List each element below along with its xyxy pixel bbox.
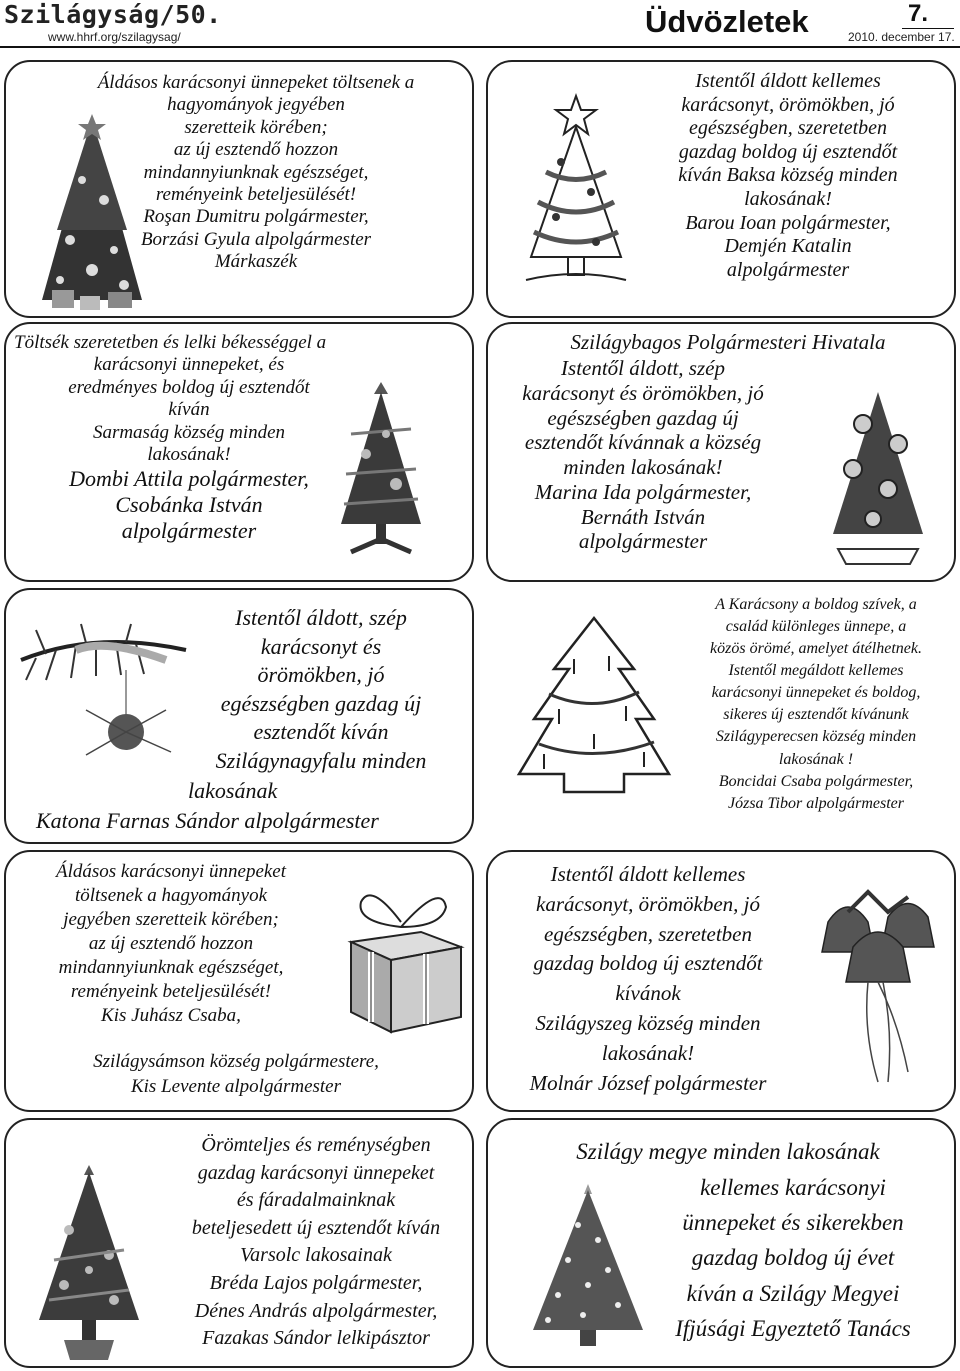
greeting-text-szilagysamson-sign: [16, 1050, 456, 1099]
greeting-text-szilagybagos: [488, 330, 956, 355]
greeting-line: jegyében szeretteik körében;: [63, 908, 279, 930]
signature-line: Roşan Dumitru polgármester,: [143, 206, 369, 228]
greeting-line: karácsonyt és örömökben, jó: [522, 380, 764, 405]
greeting-text-szilagynagyfalu: [186, 604, 456, 776]
greeting-line: kellemes karácsonyi: [700, 1175, 886, 1200]
greeting-text-varsolc: [156, 1132, 474, 1353]
page-header: [0, 0, 960, 48]
greeting-line: Istentől megáldott kellemes: [728, 662, 904, 680]
greeting-line: egészségben gazdag új: [547, 405, 739, 430]
greeting-line: Áldásos karácsonyi ünnepeket töltsenek a: [97, 72, 415, 93]
signature-line: Ifjúsági Egyeztető Tanács: [675, 1315, 911, 1341]
greeting-text-sarmasag: [14, 332, 364, 544]
section-title: Üdvözletek: [645, 4, 809, 39]
greeting-line: esztendőt kíván: [253, 719, 389, 745]
greeting-text-megyei-ifjusagi-body: [648, 1170, 938, 1346]
greeting-line: Szilágyperecsen község minden: [715, 728, 917, 746]
signature-line: Bréda Lajos polgármester,: [209, 1271, 423, 1294]
greeting-line: egészségben gazdag új: [220, 690, 422, 716]
greeting-line: lakosának!: [744, 187, 832, 210]
greeting-box-szilagynagyfalu: [4, 588, 474, 844]
signature-line: Borzási Gyula alpolgármester: [140, 228, 372, 250]
greeting-line: Istentől áldott, szép: [235, 605, 407, 630]
greeting-box-baksa: [486, 60, 956, 318]
greeting-line: lakosának !: [778, 750, 854, 768]
greeting-line: lakosának: [188, 778, 278, 803]
greeting-line: egészségben, szeretetben: [688, 117, 888, 140]
signature-line: Marina Ida polgármester,: [534, 479, 752, 504]
signature-line: Demjén Katalin: [724, 235, 852, 258]
signature-line: Boncidai Csaba polgármester,: [718, 772, 914, 790]
greeting-line: gazdag boldog új esztendőt: [678, 140, 898, 163]
signature-line: Márkaszék: [214, 251, 298, 273]
page-number-rule: [902, 28, 954, 29]
signature-line: Fazakas Sándor lelkipásztor: [202, 1327, 430, 1350]
gift-box-icon: [331, 882, 471, 1042]
greeting-text-baksa: [638, 70, 938, 282]
greeting-box-szilagyperecsen: [486, 588, 956, 844]
greeting-line: karácsonyt, örömökben, jó: [681, 93, 895, 116]
greeting-line: Szilágyszeg község minden: [535, 1011, 761, 1036]
greeting-line: reményeink beteljesülését!: [155, 184, 357, 206]
greeting-line: karácsonyi ünnepeket és boldog,: [711, 684, 921, 702]
signature-line: Molnár József polgármester: [529, 1070, 767, 1095]
greeting-text-markaszek: [46, 72, 466, 274]
greeting-line: mindannyiunknak egészséget,: [58, 956, 284, 978]
greeting-box-sarmasag: [4, 322, 474, 582]
greeting-line: lakosának!: [601, 1040, 695, 1065]
greeting-line: gazdag boldog új esztendőt: [533, 951, 763, 976]
greeting-line: reményeink beteljesülését!: [70, 980, 272, 1002]
greeting-line: karácsonyt, örömökben, jó: [536, 891, 760, 916]
page-number: 7.: [908, 0, 929, 27]
greeting-line: kíván Baksa község minden: [678, 164, 898, 187]
star-tree-icon: [506, 92, 646, 292]
bells-icon: [808, 872, 948, 1092]
issue-date: 2010. december 17.: [848, 30, 955, 44]
greeting-line: Töltsék szeretetben és lelki békességgel a: [14, 332, 327, 353]
greeting-line: az új esztendő hozzon: [88, 932, 254, 954]
greeting-text-szilagysamson: [16, 860, 326, 1028]
greeting-line: kívánok: [615, 981, 681, 1006]
signature-line: Szilágysámson község polgármestere,: [93, 1051, 379, 1072]
greeting-line: töltsenek a hagyományok: [74, 884, 268, 906]
greeting-line: Istentől áldott, szép: [561, 356, 725, 380]
greeting-line: és fáradalmainknak: [236, 1189, 396, 1212]
signature-line: Bernáth István: [580, 504, 706, 529]
greeting-line: mindannyiunknak egészséget,: [143, 161, 369, 183]
signature-line: alpolgármester: [578, 529, 708, 554]
greeting-box-markaszek: [4, 60, 474, 318]
ornament-tree-icon: [818, 384, 938, 569]
greeting-box-megyei-ifjusagi: [486, 1118, 956, 1368]
signature-line: Kis Juhász Csaba,: [101, 1004, 241, 1026]
signature-line: Barou Ioan polgármester,: [685, 211, 891, 234]
signature-line: Dombi Attila polgármester,: [69, 466, 309, 492]
greeting-line: Szilágynagyfalu minden: [215, 747, 427, 773]
greeting-line: eredményes boldog új esztendőt: [68, 376, 310, 398]
greeting-line: hagyományok jegyében: [167, 94, 345, 116]
signature-line: alpolgármester: [726, 258, 850, 281]
greeting-box-szilagybagos: [486, 322, 956, 582]
greeting-box-szilagyszeg: [486, 850, 956, 1112]
greeting-text-szilagyperecsen: [676, 594, 956, 815]
greeting-line: Örömteljes és reménységben: [201, 1134, 431, 1156]
greeting-line: lakosának!: [147, 444, 231, 466]
greeting-text-szilagybagos-body: [488, 356, 798, 554]
greeting-line: kíván: [168, 399, 210, 421]
greeting-line: beteljesedett új esztendőt kíván: [191, 1216, 441, 1239]
greeting-line: gazdag karácsonyi ünnepeket: [197, 1161, 435, 1184]
greeting-line: gazdag boldog új évet: [691, 1245, 895, 1271]
greeting-line: Istentől áldott kellemes: [695, 70, 881, 92]
signature-line: Dénes András alpolgármester,: [194, 1299, 438, 1322]
website-url[interactable]: www.hhrf.org/szilagysag/: [48, 30, 181, 44]
greeting-line: Istentől áldott kellemes: [550, 862, 746, 886]
greeting-line: sikeres új esztendőt kívánunk: [723, 706, 909, 724]
greeting-line: család különleges ünnepe, a: [725, 618, 907, 636]
greeting-line: karácsonyi ünnepeket, és: [93, 354, 285, 376]
header-rule: [0, 46, 960, 48]
greeting-line: minden lakosának!: [563, 455, 723, 480]
greeting-line: esztendőt kívánnak a község: [524, 430, 762, 455]
candle-tree-icon: [514, 614, 674, 834]
greeting-text-megyei-ifjusagi: [518, 1134, 938, 1170]
signature-line: Csobánka István: [115, 492, 263, 518]
greeting-text-szilagynagyfalu-sign: [188, 778, 277, 804]
greeting-text-szilagynagyfalu-name: [36, 808, 379, 834]
masthead: Szilágyság/50.: [4, 0, 222, 29]
signature-line: Katona Farnas Sándor alpolgármester: [36, 808, 379, 833]
signature-line: Kis Levente alpolgármester: [130, 1075, 342, 1097]
greeting-text-szilagyszeg: [498, 860, 798, 1099]
office-name: Szilágybagos Polgármesteri Hivatala: [570, 330, 886, 354]
signature-line: Józsa Tibor alpolgármester: [727, 794, 904, 812]
greeting-box-varsolc: [4, 1118, 474, 1368]
lit-tree-icon: [518, 1180, 658, 1360]
greeting-line: Szilágy megye minden lakosának: [576, 1139, 880, 1164]
greeting-line: az új esztendő hozzon: [173, 139, 339, 161]
greeting-line: Áldásos karácsonyi ünnepeket: [55, 861, 287, 882]
greeting-line: szeretteik körében;: [184, 116, 328, 138]
greeting-line: közös örömé, amelyet átélhetnek.: [710, 640, 922, 658]
greeting-line: A Karácsony a boldog szívek, a: [715, 596, 917, 613]
signature-line: alpolgármester: [121, 518, 257, 544]
greeting-line: kíván a Szilágy Megyei: [686, 1280, 900, 1306]
pine-branch-ornament-icon: [16, 620, 206, 770]
greeting-line: karácsonyt és: [260, 633, 382, 659]
greeting-line: egészségben, szeretetben: [544, 921, 752, 946]
greeting-box-szilagysamson: [4, 850, 474, 1112]
greeting-line: Varsolc lakosainak: [240, 1244, 392, 1267]
greeting-line: ünnepeket és sikerekben: [682, 1210, 904, 1236]
greeting-line: örömökben, jó: [257, 662, 385, 688]
greeting-line: Sarmaság község minden: [92, 421, 286, 443]
potted-tree-icon: [24, 1160, 154, 1368]
